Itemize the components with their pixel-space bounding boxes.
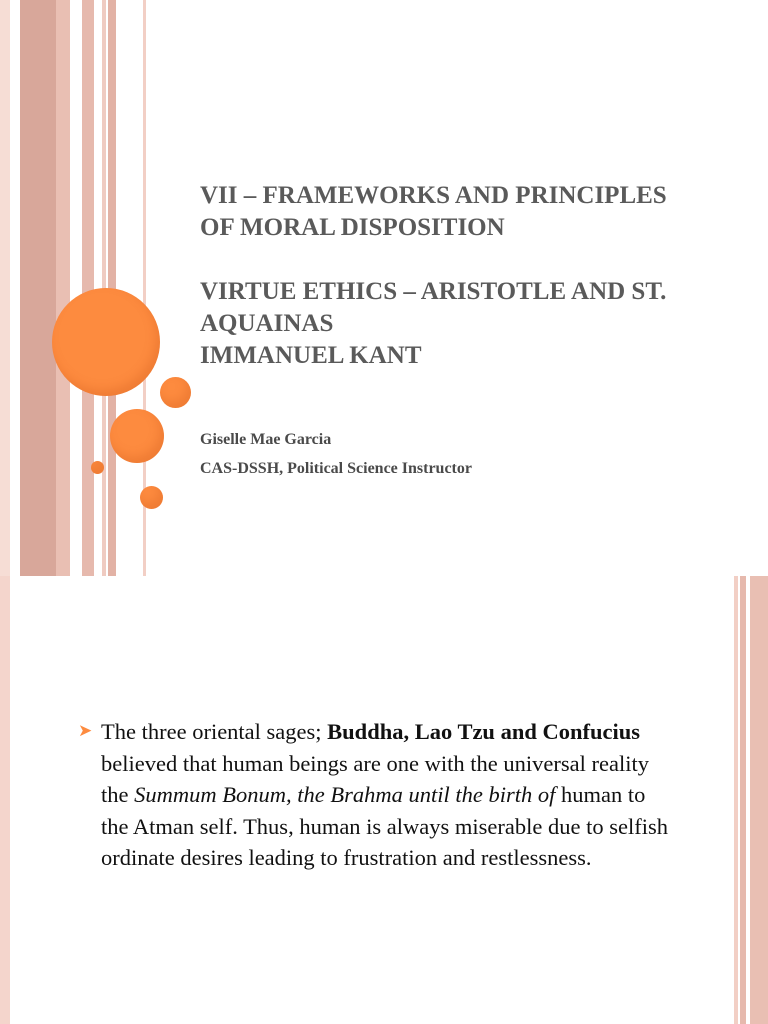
decor-stripe (750, 576, 768, 1024)
decor-stripe (0, 576, 10, 1024)
title-line: IMMANUEL KANT (200, 342, 422, 369)
arrow-bullet-icon: ➤ (78, 721, 93, 741)
title-line: OF MORAL DISPOSITION (200, 214, 505, 241)
medium-circle-decor (110, 409, 164, 463)
content-slide (0, 576, 768, 1024)
title-line: AQUAINAS (200, 310, 334, 337)
decor-stripe (56, 0, 70, 576)
small-circle-decor (160, 377, 191, 408)
slide-subtitle (200, 425, 720, 483)
decor-stripe (10, 0, 20, 576)
decor-stripe (70, 0, 82, 576)
slide-title (200, 180, 740, 372)
small-circle-decor (140, 486, 163, 509)
title-line: VIRTUE ETHICS – ARISTOTLE AND ST. (200, 278, 667, 305)
bullet-text: The three oriental sages; Buddha, Lao Tzu and Confucius believed that human beings are one with the universal reality the Summum Bonum, the Brahma until the birth of human to the Atman self. Thus, human is always miserable due to selfish ordinate desires leading to frustration and restlessness. (101, 719, 668, 870)
author-name: Giselle Mae Garcia (200, 431, 332, 448)
decor-stripe (20, 0, 56, 576)
decor-stripe (82, 0, 94, 576)
tiny-circle-decor (91, 461, 104, 474)
author-position: CAS-DSSH, Political Science Instructor (200, 460, 472, 477)
decor-stripe (734, 576, 738, 1024)
bullet-item (78, 716, 678, 874)
decor-stripe (0, 0, 10, 576)
italic-phrase: Summum Bonum, the Brahma until the birth of (134, 782, 556, 807)
title-line: VII – FRAMEWORKS AND PRINCIPLES (200, 182, 667, 209)
bold-sages: Buddha, Lao Tzu and Confucius (327, 719, 641, 744)
large-circle-decor (52, 288, 160, 396)
